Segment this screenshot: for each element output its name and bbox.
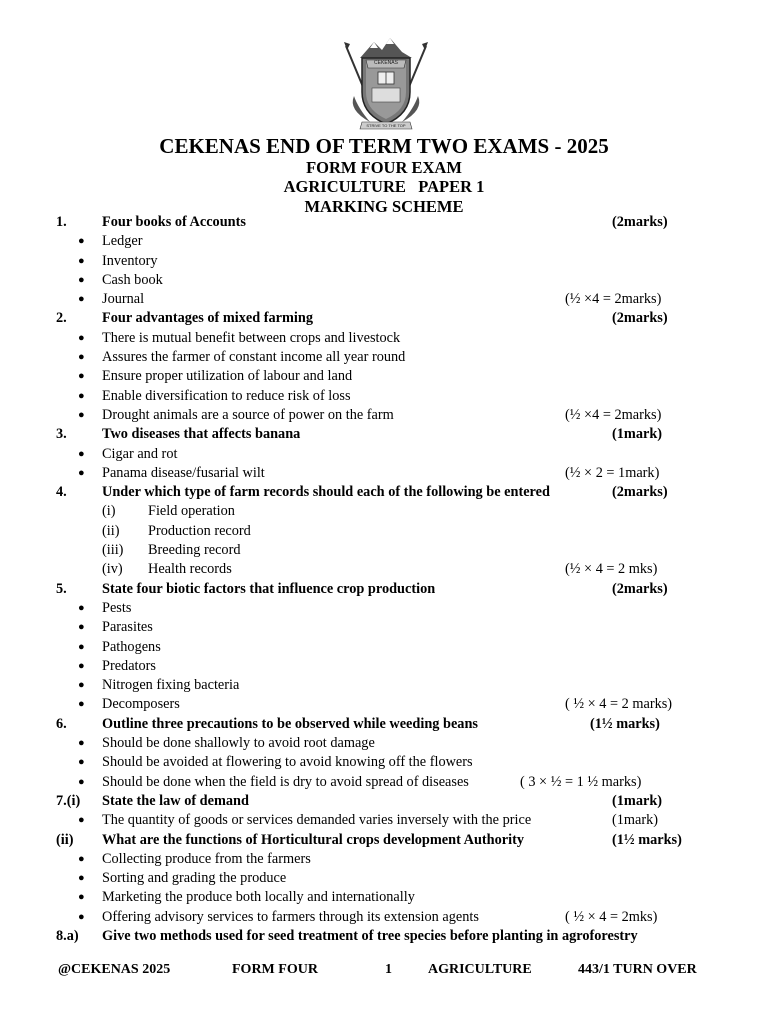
sub-item-numeral: (i)	[102, 503, 116, 520]
answer-line	[0, 888, 768, 907]
bullet-icon: ●	[78, 852, 85, 865]
answer-line	[0, 232, 768, 251]
question-number: 6.	[56, 715, 67, 732]
bullet-icon: ●	[78, 640, 85, 653]
bullet-icon: ●	[78, 370, 85, 383]
school-crest-logo	[340, 36, 432, 132]
footer-copyright: @CEKENAS 2025	[58, 962, 171, 977]
answer-line	[0, 618, 768, 637]
sub-item-line	[0, 502, 768, 521]
marking-scheme-body	[0, 213, 768, 946]
answer-text: Should be done shallowly to avoid root damage	[102, 735, 375, 752]
question-number: 3.	[56, 426, 67, 443]
sub-item-text: Production record	[148, 522, 251, 539]
question-text: State four biotic factors that influence crop production	[102, 580, 436, 597]
answer-text: Panama disease/fusarial wilt	[102, 464, 265, 481]
answer-line	[0, 869, 768, 888]
answer-line	[0, 676, 768, 695]
question-text: What are the functions of Horticultural crops development Authority	[102, 831, 525, 848]
sub-item-numeral: (iii)	[102, 542, 124, 559]
answer-text: Offering advisory services to farmers through its extension agents	[102, 908, 479, 925]
marks-allocation: (1mark)	[612, 792, 663, 809]
answer-line	[0, 348, 768, 367]
bullet-icon: ●	[78, 659, 85, 672]
marks-allocation: (½ ×4 = 2marks)	[565, 291, 662, 308]
question-text: Give two methods used for seed treatment of tree species before planting in agroforestry	[102, 927, 638, 944]
footer-subject: AGRICULTURE	[428, 962, 532, 977]
sub-item-line	[0, 541, 768, 560]
answer-line	[0, 695, 768, 714]
question-number: 5.	[56, 580, 67, 597]
exam-title: CEKENAS END OF TERM TWO EXAMS - 2025	[159, 134, 609, 158]
answer-line	[0, 252, 768, 271]
bullet-icon: ●	[78, 698, 85, 711]
bullet-icon: ●	[78, 814, 85, 827]
bullet-icon: ●	[78, 756, 85, 769]
answer-text: Decomposers	[102, 696, 180, 713]
exam-subtitle-form: FORM FOUR EXAM	[306, 158, 462, 177]
answer-line	[0, 367, 768, 386]
question-line	[0, 927, 768, 946]
marks-allocation: (2marks)	[612, 214, 668, 230]
bullet-icon: ●	[78, 447, 85, 460]
question-line	[0, 580, 768, 599]
bullet-icon: ●	[78, 737, 85, 750]
answer-text: Predators	[102, 657, 156, 674]
question-number: 8.a)	[56, 927, 79, 944]
answer-line	[0, 908, 768, 927]
exam-subtitle-paper: AGRICULTURE PAPER 1	[283, 177, 485, 196]
marks-allocation: (½ × 2 = 1mark)	[565, 464, 660, 481]
answer-text: Sorting and grading the produce	[102, 870, 287, 887]
answer-line	[0, 773, 768, 792]
footer-page-number: 1	[385, 962, 392, 977]
answer-line	[0, 387, 768, 406]
answer-text: Pathogens	[102, 638, 161, 655]
question-line	[0, 483, 768, 502]
bullet-icon: ●	[78, 872, 85, 885]
answer-text: Pests	[102, 599, 132, 616]
bullet-icon: ●	[78, 910, 85, 923]
answer-line	[0, 406, 768, 425]
answer-text: Assures the farmer of constant income all year round	[102, 349, 406, 366]
bullet-icon: ●	[78, 408, 85, 421]
answer-text: Should be done when the field is dry to avoid spread of diseases	[102, 773, 469, 790]
sub-item-line	[0, 522, 768, 541]
answer-line	[0, 638, 768, 657]
bullet-icon: ●	[78, 891, 85, 904]
answer-line	[0, 329, 768, 348]
question-text: Four books of Accounts	[102, 214, 246, 230]
answer-text: Nitrogen fixing bacteria	[102, 677, 240, 694]
answer-text: Cigar and rot	[102, 445, 178, 462]
marks-allocation: (1mark)	[612, 812, 659, 829]
answer-line	[0, 753, 768, 772]
answer-text: Journal	[102, 291, 145, 308]
question-number: 2.	[56, 310, 67, 327]
bullet-icon: ●	[78, 601, 85, 614]
marks-allocation: (½ × 4 = 2 mks)	[565, 561, 658, 578]
bullet-icon: ●	[78, 351, 85, 364]
question-line	[0, 425, 768, 444]
bullet-icon: ●	[78, 293, 85, 306]
answer-text: Parasites	[102, 619, 153, 636]
question-number: (ii)	[56, 831, 74, 848]
answer-text: Drought animals are a source of power on the farm	[102, 406, 394, 423]
footer-form: FORM FOUR	[232, 962, 318, 977]
bullet-icon: ●	[78, 775, 85, 788]
sub-item-text: Health records	[148, 561, 232, 578]
sub-item-text: Field operation	[148, 503, 235, 520]
marks-allocation: (1mark)	[612, 426, 663, 443]
answer-text: Cash book	[102, 271, 163, 288]
question-line	[0, 831, 768, 850]
question-text: Outline three precautions to be observed while weeding beans	[102, 715, 478, 732]
sub-item-numeral: (ii)	[102, 522, 120, 539]
bullet-icon: ●	[78, 389, 85, 402]
answer-line	[0, 271, 768, 290]
answer-text: The quantity of goods or services demanded varies inversely with the price	[102, 812, 532, 829]
answer-line	[0, 445, 768, 464]
question-number: 4.	[56, 484, 67, 501]
bullet-icon: ●	[78, 273, 85, 286]
marks-allocation: ( ½ × 4 = 2 marks)	[565, 696, 673, 713]
bullet-icon: ●	[78, 621, 85, 634]
marks-allocation: (2marks)	[612, 310, 668, 327]
question-line	[0, 309, 768, 328]
question-line	[0, 792, 768, 811]
answer-line	[0, 734, 768, 753]
marks-allocation: (2marks)	[612, 580, 668, 597]
answer-text: Inventory	[102, 252, 158, 269]
question-line	[0, 715, 768, 734]
answer-text: Should be avoided at flowering to avoid knowing off the flowers	[102, 754, 473, 771]
footer-paper-code: 443/1 TURN OVER	[578, 962, 697, 977]
answer-line	[0, 290, 768, 309]
bullet-icon: ●	[78, 254, 85, 267]
crest-banner-text: CEKENAS	[374, 60, 398, 66]
sub-item-line	[0, 560, 768, 579]
answer-line	[0, 599, 768, 618]
marks-allocation: (1½ marks)	[590, 715, 660, 732]
answer-line	[0, 811, 768, 830]
answer-text: Collecting produce from the farmers	[102, 850, 311, 867]
answer-text: Marketing the produce both locally and internationally	[102, 889, 415, 906]
bullet-icon: ●	[78, 235, 85, 248]
question-number: 7.(i)	[56, 792, 81, 809]
answer-text: Enable diversification to reduce risk of loss	[102, 387, 351, 404]
bullet-icon: ●	[78, 331, 85, 344]
marks-allocation: ( ½ × 4 = 2mks)	[565, 908, 658, 925]
marks-allocation: (1½ marks)	[612, 831, 682, 848]
question-text: Under which type of farm records should each of the following be entered	[102, 484, 550, 501]
answer-text: There is mutual benefit between crops and livestock	[102, 329, 401, 346]
question-text: Two diseases that affects banana	[102, 426, 301, 443]
question-text: Four advantages of mixed farming	[102, 310, 314, 327]
question-text: State the law of demand	[102, 792, 249, 809]
marks-allocation: ( 3 × ½ = 1 ½ marks)	[520, 773, 642, 790]
crest-motto-text: STRIVE TO THE TOP	[366, 123, 406, 128]
marks-allocation: (½ ×4 = 2marks)	[565, 406, 662, 423]
answer-line	[0, 850, 768, 869]
exam-subtitle-scheme: MARKING SCHEME	[304, 197, 464, 216]
answer-text: Ledger	[102, 233, 143, 250]
answer-text: Ensure proper utilization of labour and land	[102, 368, 353, 385]
answer-line	[0, 464, 768, 483]
bullet-icon: ●	[78, 466, 85, 479]
bullet-icon: ●	[78, 679, 85, 692]
answer-line	[0, 657, 768, 676]
sub-item-text: Breeding record	[148, 542, 241, 559]
sub-item-numeral: (iv)	[102, 561, 123, 578]
marks-allocation: (2marks)	[612, 484, 668, 501]
question-line	[0, 213, 768, 232]
question-number: 1.	[56, 214, 67, 230]
